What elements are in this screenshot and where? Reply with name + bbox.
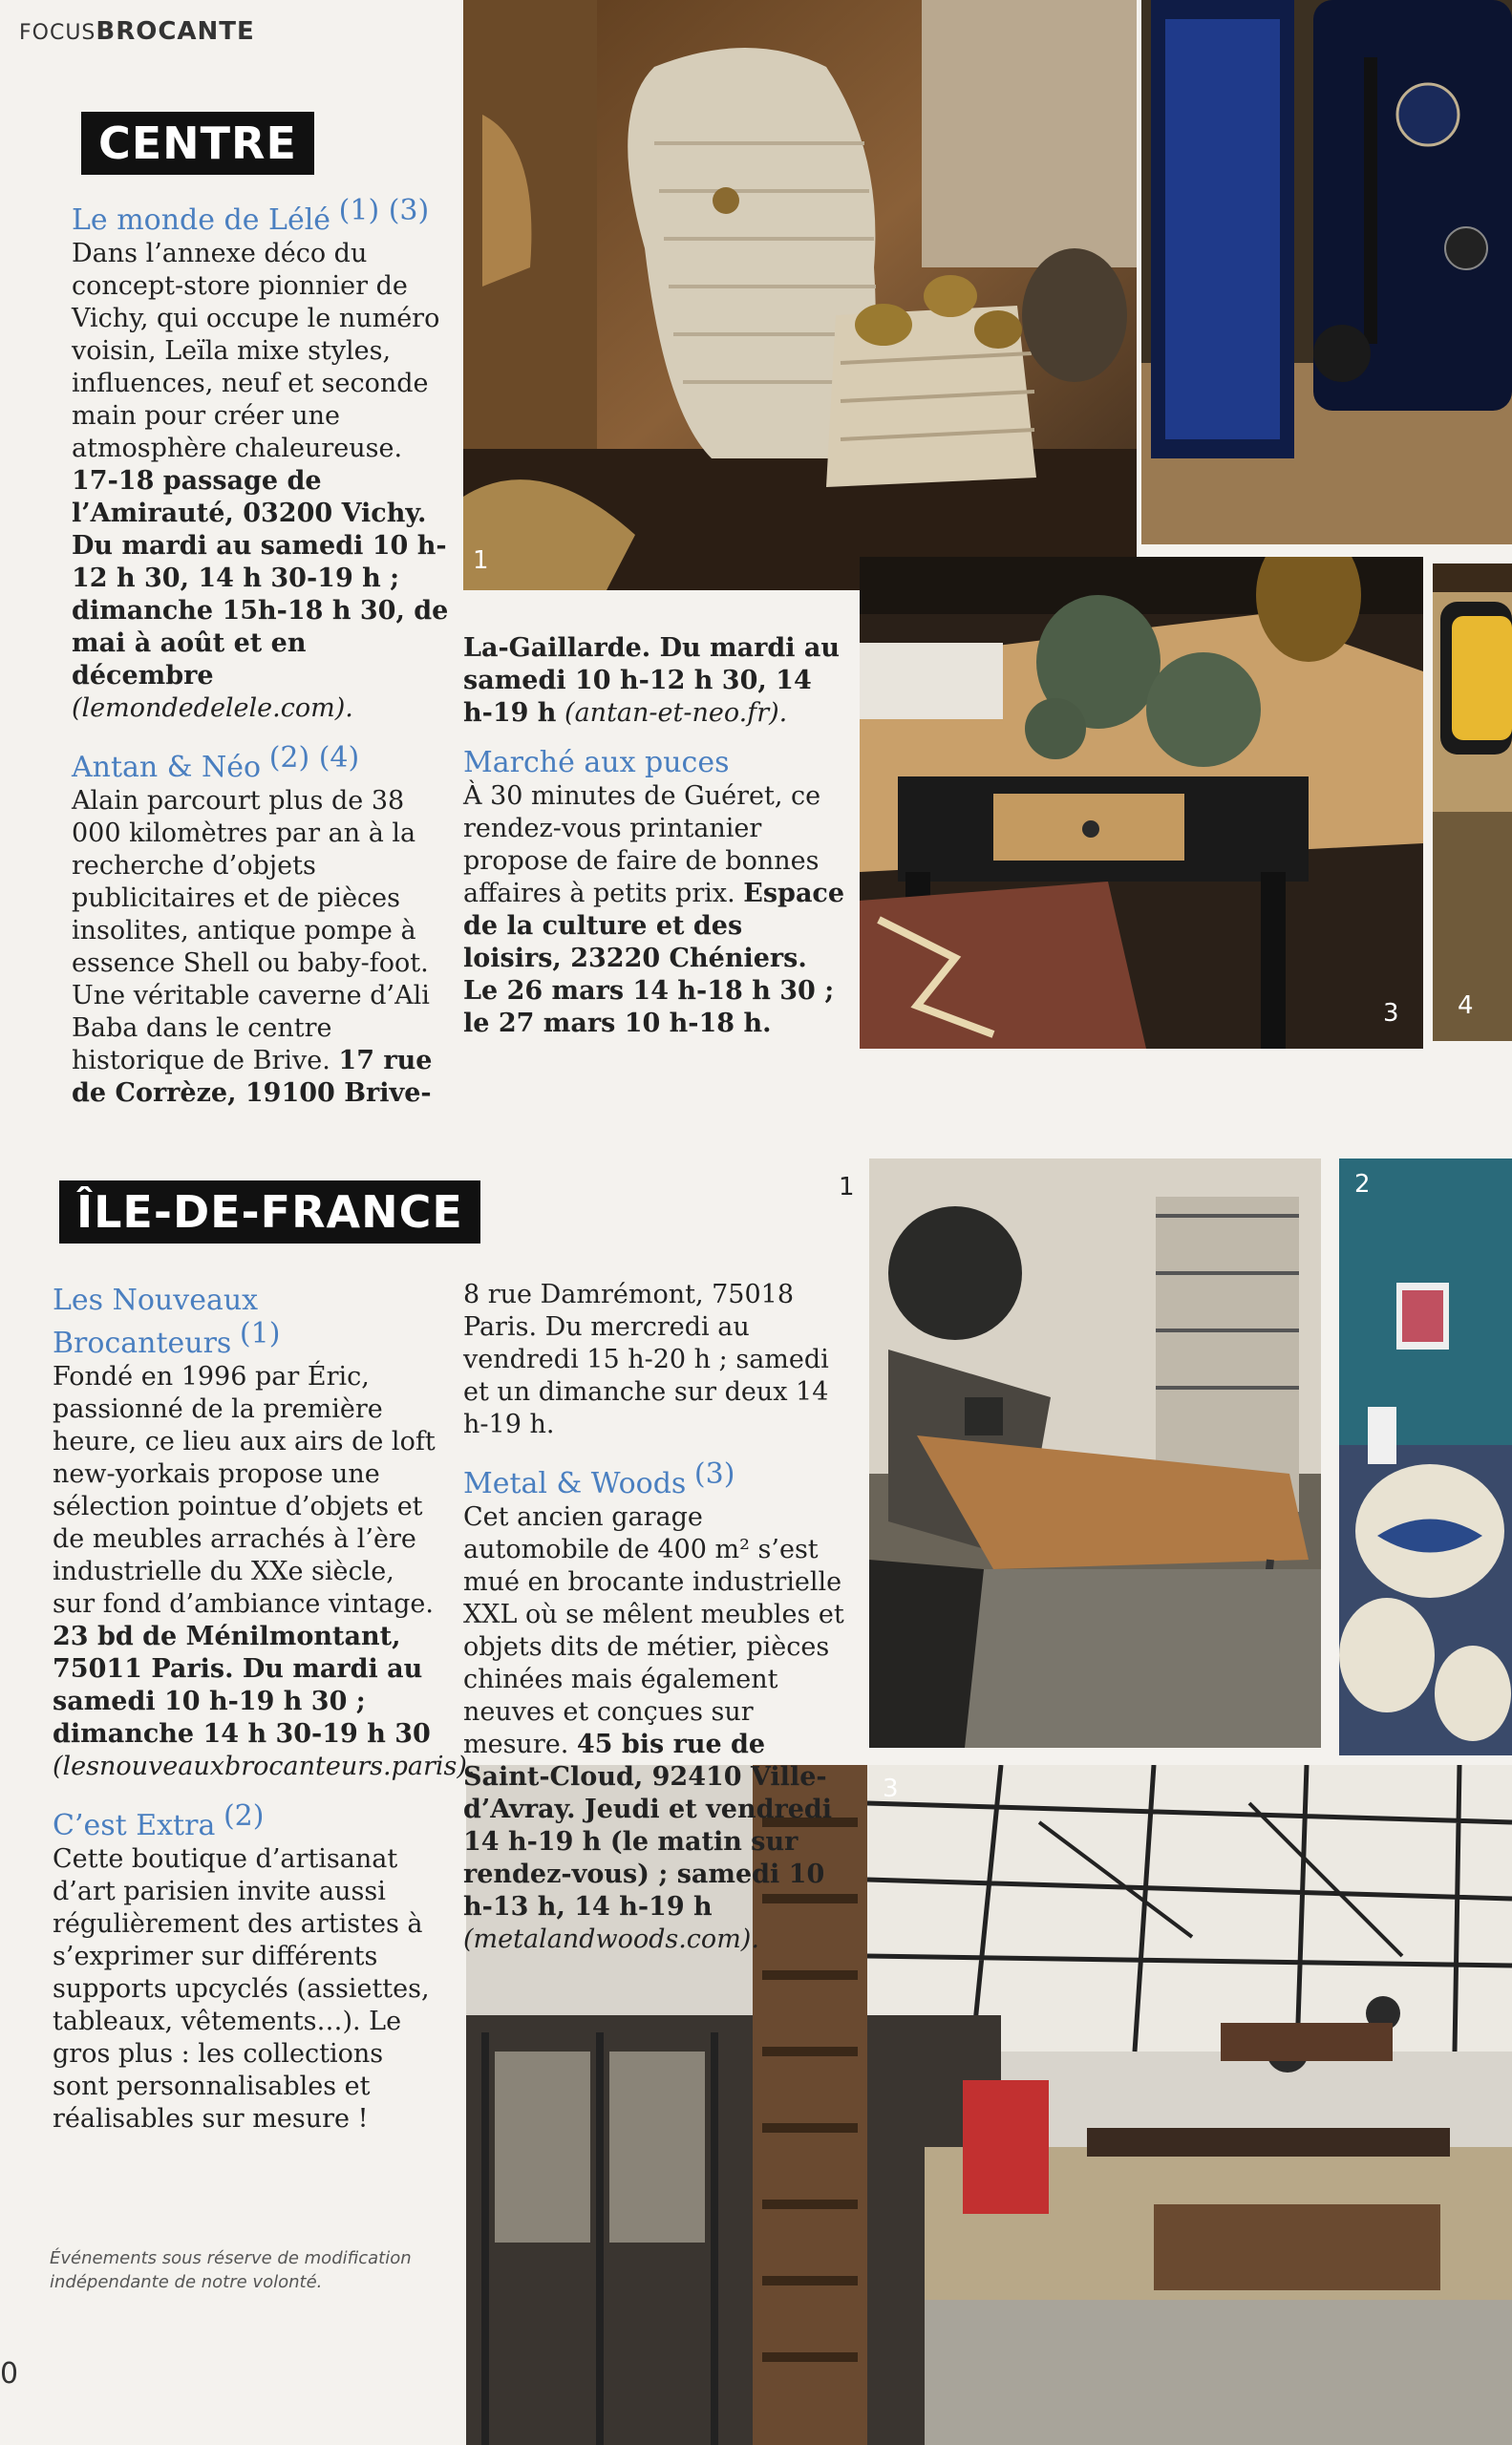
region-label-ile-de-france: ÎLE-DE-FRANCE: [59, 1180, 480, 1244]
entry-cest-extra-continued: [463, 1279, 845, 1441]
entry-cest-extra: [53, 1800, 444, 2136]
photo-ceramics-illustration: [463, 0, 1137, 590]
entry-address: 17-18 passage de l’Amirauté, 03200 Vichy. Du mardi au samedi 10 h-12 h 30, 14 h 30-19 h ; dimanche 15h-18 h 30, de mai à août et en décembre: [72, 466, 449, 691]
photo-sign-illustration: [1433, 563, 1512, 1041]
entry-refs: (3): [693, 1457, 735, 1491]
entry-website: (lesnouveauxbrocanteurs.paris).: [53, 1752, 476, 1781]
entry-website: (antan-et-neo.fr).: [564, 698, 788, 728]
photo-fish-plates-illustration: [1339, 1159, 1512, 1755]
entry-title: Marché aux puces: [463, 746, 730, 779]
entry-body: Alain parcourt plus de 38 000 kilomètres par an à la recherche d’objets publicitaires et de pièces insolites, antique pompe à essence Shell ou baby-foot. Une véritable caverne d’Ali Baba dans le centre historique de Brive.: [72, 786, 430, 1075]
photo-number: 1: [839, 1173, 855, 1201]
entry-antan-neo-continued: [463, 632, 845, 730]
page-number: 0: [0, 2357, 19, 2391]
photo-ceramics: [463, 0, 1137, 590]
entry-title: Antan & Néo: [72, 751, 262, 784]
spacer: [463, 730, 845, 747]
entry-refs: (1) (3): [338, 194, 430, 227]
entry-address: 45 bis rue de Saint-Cloud, 92410 Ville-d’Avray. Jeudi et vendredi 14 h-19 h (le matin sur rendez-vous) ; samedi 10 h-13 h, 14 h-19 h: [463, 1730, 833, 1922]
entry-body: Fondé en 1996 par Éric, passionné de la première heure, ce lieu aux airs de loft new-yorkais propose une sélection pointue d’objets et de meubles arrachés à l’ère industrielle du XXe siècle, sur fond d’ambiance vintage.: [53, 1362, 436, 1619]
entry-address: Espace de la culture et des loisirs, 23220 Chéniers. Le 26 mars 14 h-18 h 30 ; le 27 mars 10 h-18 h.: [463, 879, 845, 1038]
photo-loft: [869, 1159, 1321, 1748]
entry-title-line-1: Les Nouveaux: [53, 1284, 259, 1317]
column-idf-left: [53, 1284, 476, 2136]
entry-website: (lemondedelele.com).: [72, 693, 353, 723]
photo-number: 3: [883, 1775, 899, 1803]
entry-refs: (2) (4): [268, 741, 360, 775]
entry-address: 17 rue de Corrèze, 19100 Brive-: [72, 1046, 433, 1108]
photo-blue-cabinet-illustration: [1141, 0, 1512, 544]
spacer: [463, 1441, 845, 1458]
spacer: [72, 725, 449, 742]
region-label-centre: CENTRE: [81, 112, 314, 175]
entry-website: (metalandwoods.com).: [463, 1924, 759, 1954]
entry-address: 23 bd de Ménilmontant, 75011 Paris. Du mardi au samedi 10 h-19 h 30 ; dimanche 14 h 30-19 h 30: [53, 1622, 431, 1749]
entry-refs: (2): [223, 1799, 265, 1833]
entry-title: Le monde de Lélé: [72, 203, 331, 237]
entry-title: C’est Extra: [53, 1809, 216, 1842]
photo-table-artichokes: [860, 557, 1423, 1049]
entry-address: La-Gaillarde. Du mardi au samedi 10 h-12 h 30, 14 h-19 h: [463, 633, 840, 728]
running-head-prefix: FOCUS: [19, 21, 96, 45]
photo-number: 3: [1383, 999, 1399, 1028]
spacer: [53, 1783, 444, 1800]
entry-body: Dans l’annexe déco du concept-store pionnier de Vichy, qui occupe le numéro voisin, Leïla mixe styles, influences, neuf et seconde main pour créer une atmosphère chaleureuse.: [72, 239, 440, 463]
entry-body: À 30 minutes de Guéret, ce rendez-vous printanier propose de faire de bonnes affaires à petits prix.: [463, 781, 821, 908]
running-head: [19, 17, 255, 46]
footnote: Événements sous réserve de modification indépendante de notre volonté.: [50, 2248, 412, 2292]
photo-number: 4: [1458, 991, 1474, 1020]
photo-number: 2: [1354, 1170, 1371, 1199]
photo-table-illustration: [860, 557, 1423, 1049]
column-centre-right: [463, 632, 845, 1040]
entry-title: Metal & Woods: [463, 1467, 687, 1500]
entry-le-monde-de-lele: [72, 195, 449, 725]
entry-body: Cette boutique d’artisanat d’art parisien invite aussi régulièrement des artistes à s’exprimer sur différents supports upcyclés (assiettes, tableaux, vêtements…). Le gros plus : les collections sont personnalisables et réalisables sur mesure !: [53, 1844, 430, 2134]
entry-address: 8 rue Damrémont, 75018 Paris. Du mercredi au vendredi 15 h-20 h ; samedi et un dimanche sur deux 14 h-19 h.: [463, 1280, 829, 1439]
column-idf-right: [463, 1279, 845, 1956]
entry-metal-and-woods: [463, 1458, 845, 1956]
running-head-title: BROCANTE: [96, 17, 255, 46]
entry-body: Cet ancien garage automobile de 400 m² s’est mué en brocante industrielle XXL où se mêlent meubles et objets dits de métier, pièces chinées mais également neuves et conçues sur mesure.: [463, 1502, 844, 1759]
entry-antan-neo: [72, 742, 449, 1110]
entry-refs: (1): [239, 1317, 281, 1350]
photo-loft-illustration: [869, 1159, 1321, 1748]
entry-title-line-2: Brocanteurs: [53, 1327, 232, 1360]
photo-fish-plates: [1339, 1159, 1512, 1755]
photo-sign: [1433, 563, 1512, 1041]
entry-marche-aux-puces: [463, 747, 845, 1040]
photo-blue-cabinet: [1141, 0, 1512, 544]
column-centre-left: [72, 195, 449, 1110]
entry-les-nouveaux-brocanteurs: [53, 1284, 476, 1783]
photo-number: 1: [473, 546, 489, 575]
